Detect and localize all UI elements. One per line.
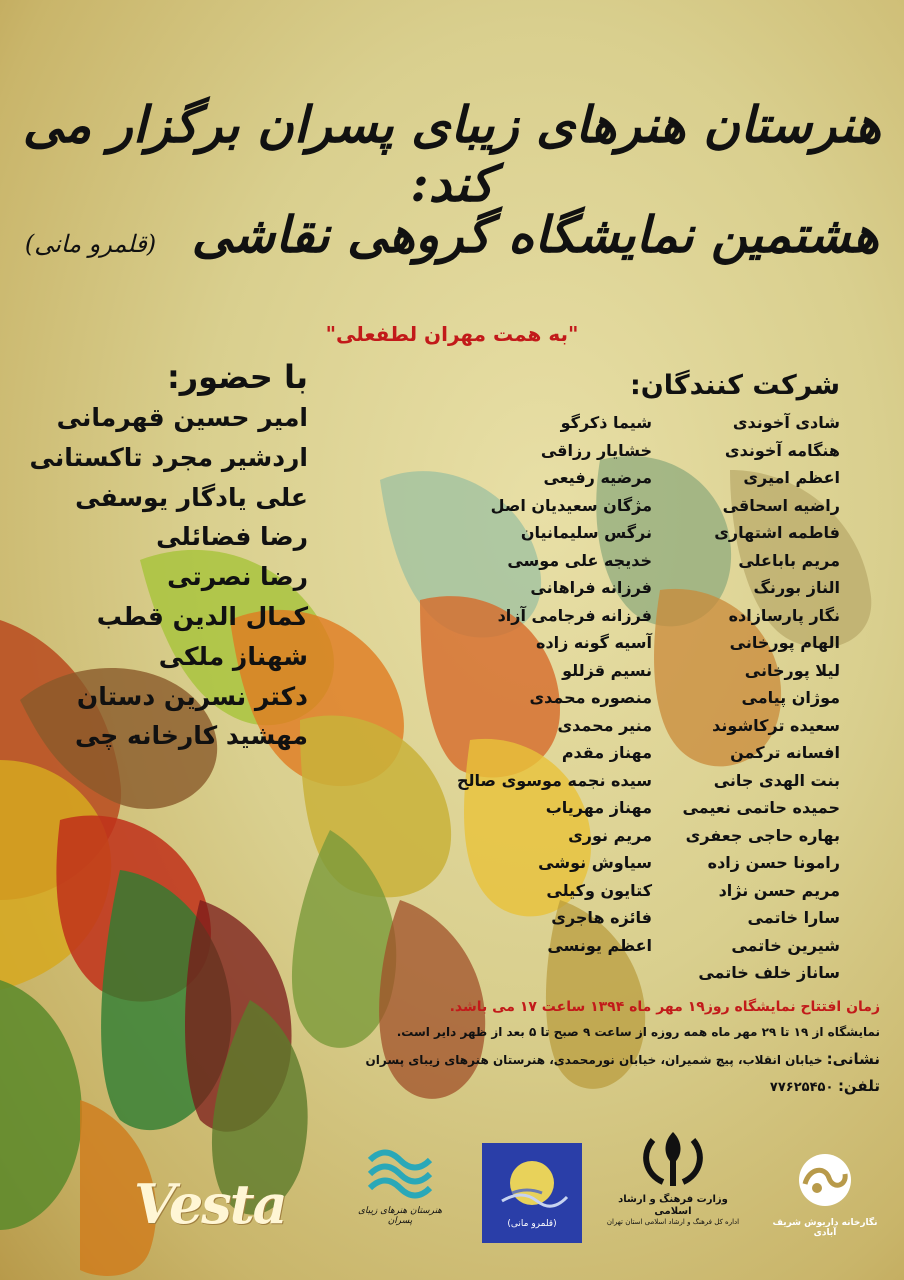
list-item: لیلا پورخانی	[744, 660, 840, 680]
wave-icon	[365, 1140, 435, 1202]
list-item: فرزانه فراهانی	[530, 578, 652, 597]
list-item: فاطمه اشتهاری	[714, 523, 840, 542]
list-item: سیده نجمه موسوی صالح	[456, 770, 652, 790]
phone	[770, 1077, 880, 1095]
list-item: مرضیه رفیعی	[543, 468, 652, 487]
list-item: حمیده حاتمی نعیمی	[682, 798, 840, 817]
list-item: نرگس سلیمانیان	[520, 523, 652, 542]
list-item: بنت الهدی جانی	[713, 770, 840, 790]
list-item: فرزانه فرجامی آزاد	[497, 605, 652, 625]
participants-column-2	[457, 409, 652, 959]
list-item: راضیه اسحاقی	[722, 495, 840, 515]
list-item: الهام پورخانی	[729, 633, 840, 652]
list-item: شیما ذکرگو	[560, 413, 652, 432]
list-item: مریم نوری	[568, 825, 652, 845]
attendance-heading: با حضور:	[166, 358, 308, 396]
exhibition-subtitle: (قلمرو مانی)	[24, 230, 157, 258]
list-item: امیر حسین قهرمانی	[56, 403, 308, 432]
emblem-icon	[633, 1128, 713, 1190]
list-item: کتایون وکیلی	[546, 880, 652, 900]
school-logo-text: هنرستان هنرهای زیبای پسران	[357, 1206, 443, 1226]
list-item: مهشید کارخانه چی	[74, 721, 308, 751]
opening-hours: نمایشگاه از ۱۹ تا ۲۹ مهر ماه همه روزه از ساعت ۹ صبح تا ۵ بعد از ظهر دایر است.	[396, 1025, 880, 1039]
list-item: اعظم یونسی	[547, 935, 652, 955]
list-item: افسانه ترکمن	[730, 743, 840, 762]
poster-title: هنرستان هنرهای زیبای پسران برگزار می کند:	[22, 95, 882, 213]
opening-time: زمان افتتاح نمایشگاه روز۱۹ مهر ماه ۱۳۹۴ ساعت ۱۷ می باشد.	[449, 999, 880, 1015]
address-label: نشانی:	[826, 1050, 880, 1068]
list-item: علی یادگار یوسفی	[75, 482, 308, 512]
list-item: آسیه گونه زاده	[536, 633, 652, 652]
participants-heading: شرکت کنندگان:	[629, 370, 840, 401]
list-item: بهاره حاجی جعفری	[685, 825, 840, 845]
list-item: اعظم امیری	[743, 468, 840, 487]
qalam-logo	[482, 1143, 582, 1243]
list-item: هنگامه آخوندی	[724, 440, 840, 460]
list-item: مریم باباعلی	[738, 550, 840, 570]
list-item: سعیده ترکاشوند	[712, 715, 840, 735]
address-value: خیابان انقلاب، پیچ شمیران، خیابان نورمحمدی، هنرستان هنرهای زیبای پسران	[365, 1053, 823, 1067]
school-logo	[345, 1140, 455, 1226]
ministry-logo	[598, 1128, 748, 1226]
list-item: نگار پارسازاده	[728, 605, 840, 625]
list-item: شادی آخوندی	[732, 413, 840, 432]
list-item: مهناز مقدم	[561, 743, 652, 762]
list-item: رامونا حسن زاده	[707, 853, 840, 872]
list-item: مهناز مهریاب	[545, 798, 652, 817]
list-item: رضا نصرتی	[167, 562, 308, 592]
list-item: دکتر نسرین دستان	[76, 681, 308, 711]
address	[366, 1050, 880, 1068]
phone-value: ۷۷۶۲۵۴۵۰	[769, 1080, 834, 1095]
studio-icon	[789, 1150, 861, 1210]
list-item: شهناز ملکی	[158, 641, 308, 671]
list-item: سارا خاتمی	[747, 908, 840, 927]
list-item: اردشیر مجرد تاکستانی	[29, 442, 308, 472]
list-item: رضا فضائلی	[156, 522, 308, 552]
list-item: کمال الدین قطب	[96, 601, 308, 631]
list-item: منیر محمدی	[557, 715, 652, 735]
vesta-logo: Vesta	[134, 1172, 286, 1236]
dedication-text: "به همت مهران لطفعلی"	[325, 322, 579, 346]
exhibition-title	[0, 205, 904, 264]
phone-label: تلفن:	[837, 1077, 880, 1095]
list-item: مژگان سعیدیان اصل	[490, 495, 652, 515]
list-item: منصوره محمدی	[529, 688, 652, 707]
qalam-logo-text: (قلمرو مانی)	[507, 1219, 557, 1229]
studio-logo	[770, 1150, 880, 1238]
list-item: نسیم قزللو	[562, 660, 652, 680]
list-item: مریم حسن نژاد	[718, 880, 840, 900]
list-item: ساناز خلف خاتمی	[698, 963, 840, 982]
ministry-subtitle: اداره کل فرهنگ و ارشاد اسلامی استان تهران	[606, 1218, 740, 1226]
list-item: شیرین خاتمی	[731, 935, 840, 955]
list-item: خدیجه علی موسی	[507, 550, 652, 570]
exhibition-title-text: هشتمین نمایشگاه گروهی نقاشی	[191, 205, 880, 264]
studio-name: نگارخانه داریوش شریف آبادی	[772, 1218, 878, 1238]
participants-column-1	[682, 409, 840, 987]
list-item: سیاوش نوشی	[538, 853, 652, 872]
list-item: الناز بورنگ	[753, 578, 840, 597]
list-item: خشایار رزاقی	[540, 440, 652, 460]
list-item: فائزه هاجری	[551, 908, 652, 927]
attendance-list	[30, 398, 308, 756]
list-item: موژان پیامی	[741, 688, 840, 707]
ministry-name: وزارت فرهنگ و ارشاد اسلامی	[618, 1194, 728, 1217]
